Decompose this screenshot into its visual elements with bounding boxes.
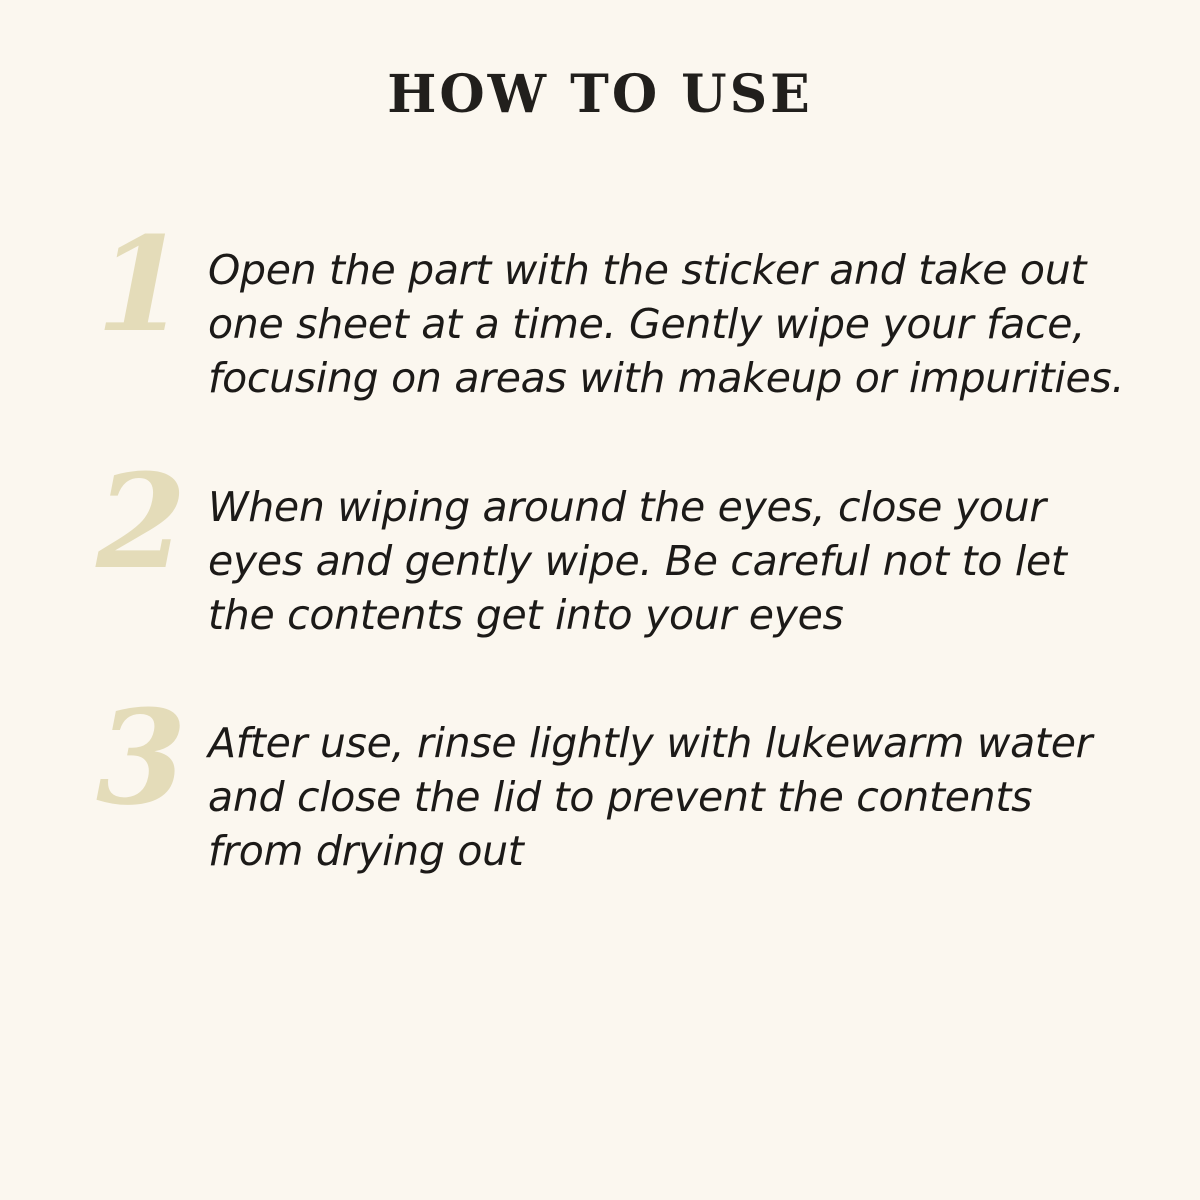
step-text: Open the part with the sticker and take out one sheet at a time. Gently wipe your face, focusing on areas with makeup or impurities. xyxy=(208,246,1125,403)
page-title: HOW TO USE xyxy=(387,64,813,125)
step-number: 1 xyxy=(96,208,187,362)
list-item xyxy=(96,444,1140,642)
list-item xyxy=(96,680,1140,878)
list-item xyxy=(96,208,1140,405)
step-number: 3 xyxy=(96,680,187,834)
step-text: When wiping around the eyes, close your eyes and gently wipe. Be careful not to let the contents get into your eyes xyxy=(208,482,1067,639)
step-number: 2 xyxy=(96,444,187,598)
steps-list xyxy=(0,208,1200,878)
step-text: After use, rinse lightly with lukewarm water and close the lid to prevent the contents from drying out xyxy=(208,718,1093,876)
